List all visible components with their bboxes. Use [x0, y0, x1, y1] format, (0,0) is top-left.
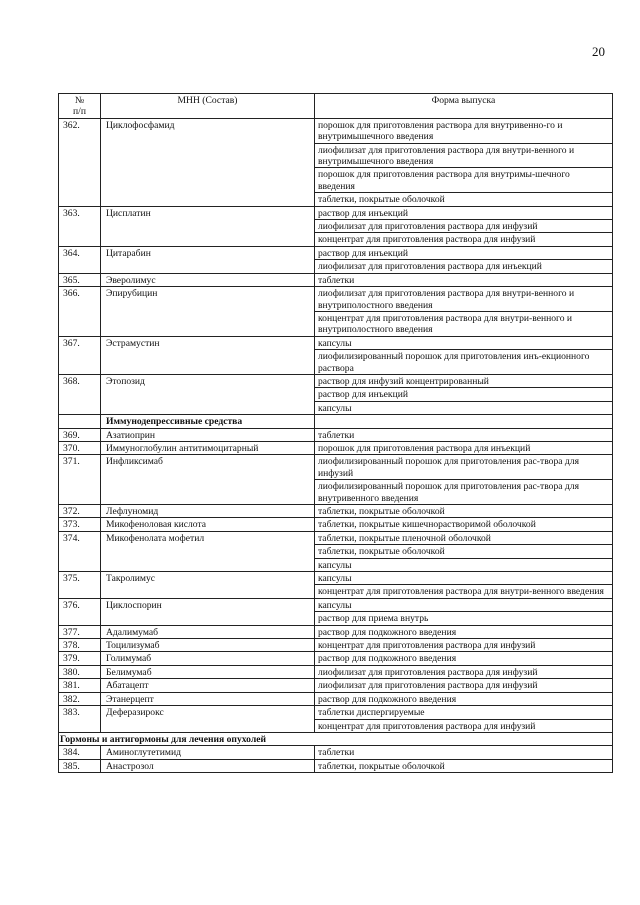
- drug-name: Анастрозол: [101, 759, 315, 772]
- release-form: таблетки, покрытые оболочкой: [315, 759, 613, 772]
- release-form: лиофилизат для приготовления раствора для инфузий: [315, 665, 613, 678]
- release-form: раствор для инъекций: [315, 388, 613, 401]
- release-form: порошок для приготовления раствора для внутривенно-го и внутримышечного введения: [315, 118, 613, 143]
- release-form: лиофилизат для приготовления раствора для инъекций: [315, 260, 613, 273]
- section-title: Гормоны и антигормоны для лечения опухолей: [59, 732, 613, 745]
- table-row: [59, 639, 613, 652]
- table-row: [59, 246, 613, 259]
- release-form: раствор для инъекций: [315, 206, 613, 219]
- release-form: таблетки, покрытые оболочкой: [315, 505, 613, 518]
- drug-name: Цитарабин: [101, 246, 315, 273]
- drug-name: Микофеноловая кислота: [101, 518, 315, 531]
- release-form: раствор для инфузий концентрированный: [315, 374, 613, 387]
- release-form: раствор для инъекций: [315, 246, 613, 259]
- drug-name: Эпирубицин: [101, 287, 315, 337]
- release-form: капсулы: [315, 336, 613, 349]
- release-form: лиофилизат для приготовления раствора для внутри-венного и внутриполостного введения: [315, 287, 613, 312]
- item-number: 377.: [59, 625, 101, 638]
- drug-name: Лефлуномид: [101, 505, 315, 518]
- table-row: [59, 665, 613, 678]
- release-form: концентрат для приготовления раствора для внутри-венного введения: [315, 585, 613, 598]
- drug-table: [58, 93, 613, 773]
- drug-name: Азатиоприн: [101, 428, 315, 441]
- table-row: [59, 692, 613, 705]
- item-number: 374.: [59, 531, 101, 571]
- drug-name: Этопозид: [101, 374, 315, 414]
- drug-name: Циклоспорин: [101, 598, 315, 625]
- header-num: [59, 94, 101, 119]
- release-form: концентрат для приготовления раствора для инфузий: [315, 639, 613, 652]
- item-number: 380.: [59, 665, 101, 678]
- release-form: порошок для приготовления раствора для инъекций: [315, 441, 613, 454]
- page-number: 20: [592, 44, 605, 59]
- table-row: [59, 206, 613, 219]
- drug-name: Деферазирокс: [101, 706, 315, 733]
- table-row: [59, 759, 613, 772]
- drug-name: Абатацепт: [101, 679, 315, 692]
- drug-name: Белимумаб: [101, 665, 315, 678]
- item-number: 381.: [59, 679, 101, 692]
- release-form: капсулы: [315, 598, 613, 611]
- table-row: [59, 336, 613, 349]
- table-row: [59, 598, 613, 611]
- release-form: капсулы: [315, 401, 613, 414]
- drug-name: Инфликсимаб: [101, 455, 315, 505]
- release-form: таблетки, покрытые оболочкой: [315, 193, 613, 206]
- header-num-symbol: №: [74, 95, 85, 106]
- release-form: таблетки, покрытые кишечнорастворимой оболочкой: [315, 518, 613, 531]
- release-form: лиофилизированный порошок для приготовления инъ-екционного раствора: [315, 350, 613, 375]
- table-body: [59, 118, 613, 772]
- release-form: таблетки: [315, 428, 613, 441]
- table-row: [59, 455, 613, 480]
- section-row: [59, 732, 613, 745]
- drug-name: Этанерцепт: [101, 692, 315, 705]
- section-form-cell: [315, 415, 613, 428]
- header-form: Форма выпуска: [315, 94, 613, 119]
- item-number: 375.: [59, 572, 101, 599]
- item-number: 366.: [59, 287, 101, 337]
- drug-name: Иммуноглобулин антитимоцитарный: [101, 441, 315, 454]
- drug-name: Адалимумаб: [101, 625, 315, 638]
- table-row: [59, 706, 613, 719]
- release-form: концентрат для приготовления раствора для инфузий: [315, 719, 613, 732]
- release-form: лиофилизат для приготовления раствора для внутри-венного и внутримышечного введения: [315, 143, 613, 168]
- item-number: 376.: [59, 598, 101, 625]
- release-form: раствор для подкожного введения: [315, 625, 613, 638]
- table-row: [59, 374, 613, 387]
- table-row: [59, 518, 613, 531]
- release-form: раствор для подкожного введения: [315, 652, 613, 665]
- table-row: [59, 441, 613, 454]
- item-number: 369.: [59, 428, 101, 441]
- release-form: порошок для приготовления раствора для внутримы-шечного введения: [315, 168, 613, 193]
- table-row: [59, 625, 613, 638]
- drug-name: Такролимус: [101, 572, 315, 599]
- release-form: таблетки, покрытые пленочной оболочкой: [315, 531, 613, 544]
- item-number: 383.: [59, 706, 101, 733]
- table-row: [59, 428, 613, 441]
- release-form: лиофилизированный порошок для приготовления рас-твора для инфузий: [315, 455, 613, 480]
- release-form: раствор для приема внутрь: [315, 612, 613, 625]
- item-number: 379.: [59, 652, 101, 665]
- item-number: 385.: [59, 759, 101, 772]
- release-form: капсулы: [315, 572, 613, 585]
- item-number: 373.: [59, 518, 101, 531]
- table-row: [59, 572, 613, 585]
- release-form: таблетки диспергируемые: [315, 706, 613, 719]
- table-row: [59, 287, 613, 312]
- drug-name: Микофенолата мофетил: [101, 531, 315, 571]
- item-number: 363.: [59, 206, 101, 246]
- release-form: лиофилизат для приготовления раствора для инфузий: [315, 220, 613, 233]
- drug-name: Аминоглутетимид: [101, 746, 315, 759]
- table-row: [59, 679, 613, 692]
- item-number: 384.: [59, 746, 101, 759]
- item-number: 368.: [59, 374, 101, 414]
- item-number: 372.: [59, 505, 101, 518]
- table-row: [59, 746, 613, 759]
- section-title: Иммунодепрессивные средства: [101, 415, 315, 428]
- header-name: МНН (Состав): [101, 94, 315, 119]
- table-row: [59, 531, 613, 544]
- item-number: 367.: [59, 336, 101, 374]
- drug-name: Эстрамустин: [101, 336, 315, 374]
- release-form: таблетки: [315, 746, 613, 759]
- drug-name: Цисплатин: [101, 206, 315, 246]
- item-number: 370.: [59, 441, 101, 454]
- release-form: концентрат для приготовления раствора для внутри-венного и внутриполостного введения: [315, 311, 613, 336]
- item-number: 365.: [59, 273, 101, 286]
- release-form: таблетки, покрытые оболочкой: [315, 545, 613, 558]
- release-form: лиофилизированный порошок для приготовления рас-твора для внутривенного введения: [315, 480, 613, 505]
- header-num-abbr: п/п: [73, 106, 86, 118]
- drug-name: Тоцилизумаб: [101, 639, 315, 652]
- item-number: 378.: [59, 639, 101, 652]
- item-number: 371.: [59, 455, 101, 505]
- drug-name: Голимумаб: [101, 652, 315, 665]
- item-number: 362.: [59, 118, 101, 206]
- release-form: концентрат для приготовления раствора для инфузий: [315, 233, 613, 246]
- release-form: капсулы: [315, 558, 613, 571]
- drug-name: Циклофосфамид: [101, 118, 315, 206]
- release-form: таблетки: [315, 273, 613, 286]
- section-row: [59, 415, 613, 428]
- table-header-row: [59, 94, 613, 119]
- release-form: лиофилизат для приготовления раствора для инфузий: [315, 679, 613, 692]
- item-number: 364.: [59, 246, 101, 273]
- table-row: [59, 505, 613, 518]
- item-number: 382.: [59, 692, 101, 705]
- drug-name: Эверолимус: [101, 273, 315, 286]
- release-form: раствор для подкожного введения: [315, 692, 613, 705]
- table-row: [59, 652, 613, 665]
- section-num-cell: [59, 415, 101, 428]
- table-row: [59, 118, 613, 143]
- table-row: [59, 273, 613, 286]
